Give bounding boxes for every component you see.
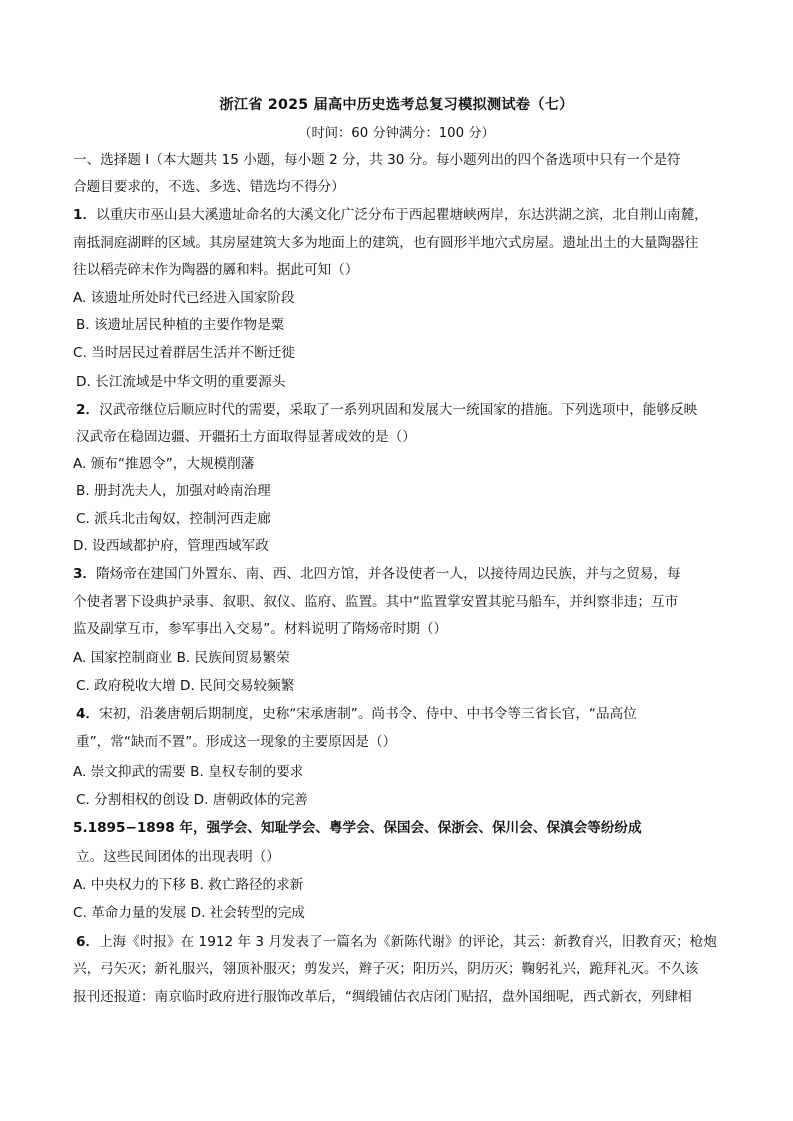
question-2-option-c: C. 派兵北击匈奴，控制河西走廊 bbox=[76, 511, 271, 527]
question-4-stem: 4．宋初，沿袭唐朝后期制度，史称“宋承唐制”。尚书令、侍中、中书令等三省长官，“品高位 bbox=[76, 706, 637, 722]
question-1-stem-line: 往以稻壳碎末作为陶器的羼和料。据此可知（） bbox=[73, 262, 359, 278]
question-number: 2． bbox=[76, 402, 100, 418]
question-3-options-cd: C. 政府税收大增 D. 民间交易较频繁 bbox=[76, 678, 295, 694]
section-heading: 一、选择题 I（本大题共 15 小题，每小题 2 分，共 30 分。每小题列出的四个备选项中只有一个是符 bbox=[73, 152, 681, 168]
question-number: 3． bbox=[73, 566, 97, 582]
question-5-stem-line: 立。这些民间团体的出现表明（） bbox=[76, 849, 280, 865]
question-1-option-a: A. 该遗址所处时代已经进入国家阶段 bbox=[73, 290, 295, 306]
question-6-stem: 6．上海《时报》在 1912 年 3 月发表了一篇名为《新陈代谢》的评论，其云：新教育兴，旧教育灭；枪炮 bbox=[76, 934, 717, 950]
question-1-stem: 1．以重庆市巫山县大溪遗址命名的大溪文化广泛分布于西起瞿塘峡两岸，东达洪湖之滨，北自荆山南麓， bbox=[73, 207, 708, 223]
question-number: 1． bbox=[73, 207, 97, 223]
question-2-option-b: B. 册封冼夫人，加强对岭南治理 bbox=[76, 483, 271, 499]
exam-time-limit: （时间：60 分钟满分：100 分） bbox=[298, 126, 495, 141]
question-2-stem-line: 汉武帝在稳固边疆、开疆拓土方面取得显著成效的是（） bbox=[76, 429, 416, 445]
question-4-options-ab: A. 崇文抑武的需要 B. 皇权专制的要求 bbox=[73, 764, 304, 780]
question-1-option-c: C. 当时居民过着群居生活并不断迁徙 bbox=[73, 345, 296, 361]
question-number: 5. bbox=[73, 820, 88, 836]
question-4-options-cd: C. 分割相权的创设 D. 唐朝政体的完善 bbox=[76, 792, 308, 808]
question-3-stem: 3．隋炀帝在建国门外置东、南、西、北四方馆，并各设使者一人，以接待周边民族，并与之贸易，每 bbox=[73, 566, 681, 582]
question-1-option-b: B. 该遗址居民种植的主要作物是粟 bbox=[76, 317, 285, 333]
question-4-stem-line: 重”，常“缺而不置”。形成这一现象的主要原因是（） bbox=[76, 734, 397, 750]
question-2-option-d: D. 设西域都护府，管理西域军政 bbox=[73, 538, 269, 554]
question-3-stem-line: 监及副掌互市，参军事出入交易”。材料说明了隋炀帝时期（） bbox=[73, 621, 448, 637]
question-1-stem-line: 南抵洞庭湖畔的区域。其房屋建筑大多为地面上的建筑，也有圆形半地穴式房屋。遗址出土的大量陶器往 bbox=[73, 235, 699, 251]
question-5-options-cd: C. 革命力量的发展 D. 社会转型的完成 bbox=[73, 905, 305, 921]
section-heading-cont: 合题目要求的，不选、多选、错选均不得分） bbox=[73, 179, 345, 195]
question-3-stem-line: 个使者署下设典护录事、叙职、叙仪、监府、监置。其中“监置掌安置其驼马船车，并纠察非违；互市 bbox=[73, 594, 679, 610]
question-number: 4． bbox=[76, 706, 100, 722]
question-2-stem: 2．汉武帝继位后顺应时代的需要，采取了一系列巩固和发展大一统国家的措施。下列选项中，能够反映 bbox=[76, 402, 698, 418]
exam-title: 浙江省 2025 届高中历史选考总复习模拟测试卷（七） bbox=[219, 97, 574, 113]
question-5-stem: 5.1895−1898 年，强学会、知耻学会、粤学会、保国会、保浙会、保川会、保滇会等纷纷成 bbox=[73, 820, 642, 836]
question-6-stem-line: 报刊还报道：南京临时政府进行服饰改革后，“绸缎铺估衣店闭门贴招，盘外国细呢，西式新衣，列肆相 bbox=[73, 989, 692, 1005]
question-5-options-ab: A. 中央权力的下移 B. 救亡路径的求新 bbox=[73, 877, 304, 893]
question-1-option-d: D. 长江流域是中华文明的重要源头 bbox=[76, 374, 286, 390]
question-number: 6． bbox=[76, 934, 100, 950]
question-3-options-ab: A. 国家控制商业 B. 民族间贸易繁荣 bbox=[73, 650, 290, 666]
question-6-stem-line: 兴，弓矢灭；新礼服兴，翎顶补服灭；剪发兴，辫子灭；阳历兴，阴历灭；鞠躬礼兴，跪拜礼灭。不久该 bbox=[73, 961, 699, 977]
question-2-option-a: A. 颁布“推恩令”，大规模削藩 bbox=[73, 456, 255, 472]
